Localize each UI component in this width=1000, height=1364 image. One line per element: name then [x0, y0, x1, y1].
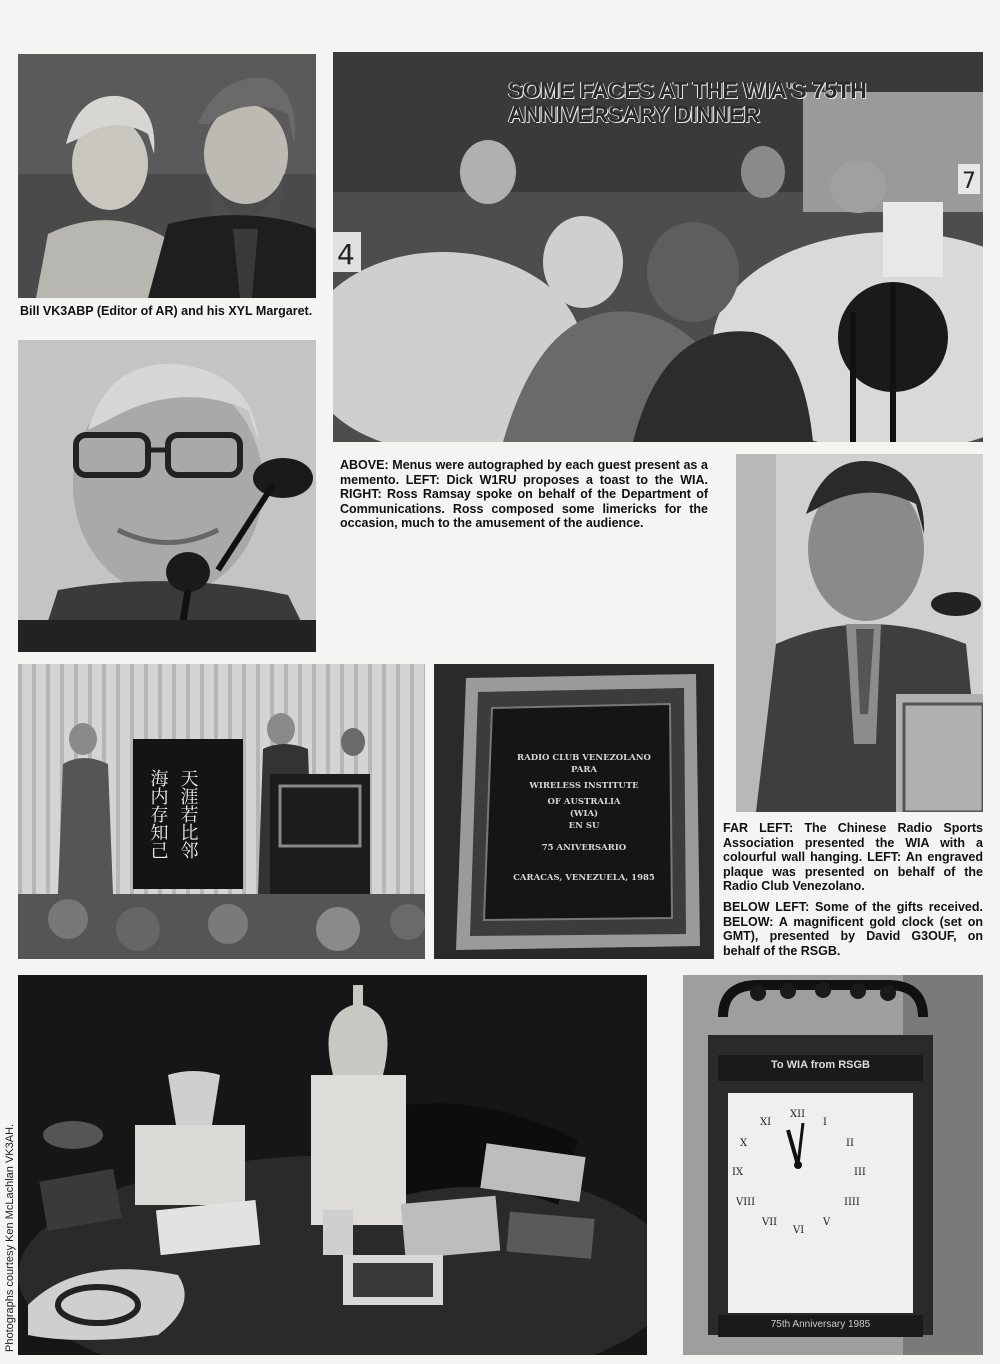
clock-dial	[728, 1093, 913, 1313]
plaque-text	[504, 752, 664, 884]
clock-numeral: XII	[790, 1109, 806, 1120]
caption-above: ABOVE: Menus were autographed by each guest present as a memento. LEFT: Dick W1RU proposes a toast to the WIA. RIGHT: Ross Ramsay spoke on behalf of the Department of Communications. Ross composed some limericks for the occasion, much to the amusement of the audience.	[340, 458, 708, 530]
plaque-line: RADIO CLUB VENEZOLANO	[517, 753, 651, 763]
clock-numeral: IIII	[844, 1197, 860, 1208]
headline-line-2: ANNIVERSARY DINNER	[508, 101, 760, 127]
caption-below-left: BELOW LEFT: Some of the gifts received. BELOW: A magnificent gold clock (set on GMT), presented by David G3OUF, on behalf of the RSGB.	[723, 900, 983, 958]
clock-numeral: VI	[793, 1225, 805, 1236]
caption-far-left: FAR LEFT: The Chinese Radio Sports Association presented the WIA with a colourful wall hanging. LEFT: An engraved plaque was presented on behalf of the Radio Club Venezolano.	[723, 821, 983, 893]
clock-numeral: III	[854, 1167, 866, 1178]
photo-credit: Photographs courtesy Ken McLachlan VK3AH.	[4, 1123, 16, 1352]
photo-editor-couple	[18, 54, 316, 298]
clock-numeral: X	[740, 1138, 748, 1149]
clock-numeral: II	[846, 1138, 854, 1149]
page-headline	[508, 78, 978, 126]
photo-gifts-table	[18, 975, 647, 1355]
clock-numeral: V	[823, 1217, 831, 1228]
banner-column-1: 海内存知己	[147, 769, 169, 859]
clock-numeral: VII	[762, 1217, 778, 1228]
plaque-line: EN SU	[568, 821, 600, 831]
photo-venezuela-plaque	[434, 664, 714, 959]
caption-editor: Bill VK3ABP (Editor of AR) and his XYL Margaret.	[20, 304, 313, 318]
plaque-line: OF AUSTRALIA	[547, 797, 621, 807]
clock-numeral: I	[823, 1117, 827, 1128]
plaque-line: (WIA)	[569, 809, 599, 819]
plaque-line: CARACAS, VENEZUELA, 1985	[513, 873, 655, 883]
clock-bottom-label: 75th Anniversary 1985	[770, 1319, 871, 1330]
plaque-line: WIRELESS INSTITUTE	[529, 781, 639, 791]
clock-numeral: XI	[760, 1117, 772, 1128]
banner-column-2: 天涯若比邻	[177, 769, 199, 859]
photo-dick-w1ru	[18, 340, 316, 652]
table-number-card: 4	[337, 238, 355, 271]
clock-top-label: To WIA from RSGB	[771, 1059, 870, 1071]
plaque-line: 75 ANIVERSARIO	[541, 843, 627, 853]
plaque-line: PARA	[570, 765, 598, 775]
clock-numeral: IX	[732, 1167, 744, 1178]
photo-chinese-wall-hanging	[18, 664, 425, 959]
photo-rsgb-clock	[683, 975, 983, 1355]
photo-ross-ramsay	[736, 454, 983, 812]
headline-line-1: SOME FACES AT THE WIA'S 75TH	[508, 77, 867, 103]
table-number-card-right: 7	[962, 169, 976, 194]
clock-numeral: VIII	[736, 1197, 756, 1208]
